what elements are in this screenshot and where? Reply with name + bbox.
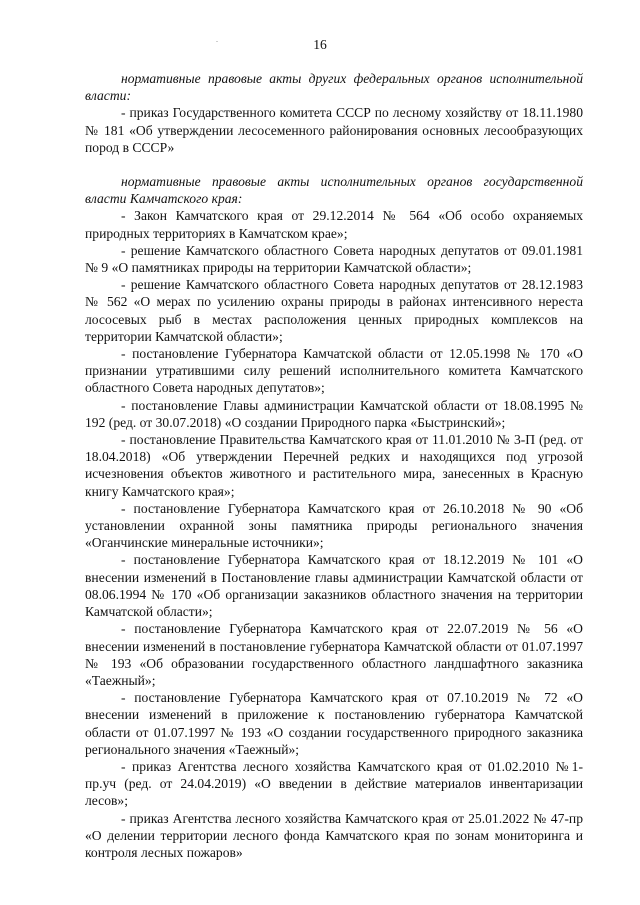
list-item: - решение Камчатского областного Совета народных депутатов от 28.12.1983 № 562 «О мерах по усилению охраны природы в районах интенсивного нереста лососевых рыб в местах расположения ценных природных комплексов на территории Камчатской области»; xyxy=(85,277,583,344)
page-number: 16 xyxy=(313,37,327,52)
list-item: - решение Камчатского областного Совета народных депутатов от 09.01.1981 № 9 «О памятниках природы на территории Камчатской области»; xyxy=(85,242,583,276)
list-item: - постановление Губернатора Камчатского края от 26.10.2018 № 90 «Об установлении охранной зоны памятника природы регионального значения «Оганчинские минеральные источники»; xyxy=(85,500,583,551)
list-item: - приказ Государственного комитета СССР по лесному хозяйству от 18.11.1980 № 181 «Об утверждении лесосеменного районирования основных лесообразующих пород в СССР» xyxy=(85,105,583,155)
list-item: - постановление Губернатора Камчатского края от 22.07.2019 № 56 «О внесении изменений в постановление губернатора Камчатской области от 01.07.1997 № 193 «Об образовании государственного областного ландшафтного заказника «Таежный»; xyxy=(85,621,583,688)
list-item: - постановление Главы администрации Камчатской области от 18.08.1995 № 192 (ред. от 30.07.2018) «О создании Природного парка «Быстринский»; xyxy=(85,397,583,430)
list-item: - постановление Губернатора Камчатской области от 12.05.1998 № 170 «О признании утратившими силу решений исполнительного комитета Камчатского областного Совета народных депутатов»; xyxy=(85,346,583,396)
list-item: - приказ Агентства лесного хозяйства Камчатского края от 01.02.2010 №1-пр.уч (ред. от 24.04.2019) «О введении в действие материалов инвентаризации лесов»; xyxy=(85,758,583,809)
list-item: - приказ Агентства лесного хозяйства Камчатского края от 25.01.2022 № 47-пр «О делении территории лесного фонда Камчатского края по зонам мониторинга и контроля лесных пожаров» xyxy=(85,810,583,860)
list-item: - постановление Губернатора Камчатского края от 18.12.2019 № 101 «О внесении изменений в Постановление главы администрации Камчатской области от 08.06.1994 № 170 «Об организации заказников областного значения на территории Камчатской области»; xyxy=(85,552,583,620)
section-heading-regional: нормативные правовые акты исполнительных органов государственной власти Камчатского края: xyxy=(85,174,583,207)
paragraph-spacer xyxy=(85,156,583,173)
document-body xyxy=(85,70,583,861)
list-item: - Закон Камчатского края от 29.12.2014 № 564 «Об особо охраняемых природных территориях в Камчатском крае»; xyxy=(85,208,583,241)
section-heading-federal: нормативные правовые акты других федеральных органов исполнительной власти: xyxy=(85,71,583,104)
list-item: - постановление Правительства Камчатского края от 11.01.2010 № 3-П (ред. от 18.04.2018) «Об утверждении Перечней редких и находящихся под угрозой исчезновения объектов животного и растительного мира, занесенных в Красную книгу Камчатского края»; xyxy=(85,432,583,499)
list-item: - постановление Губернатора Камчатского края от 07.10.2019 № 72 «О внесении изменений в приложение к постановлению губернатора Камчатской области от 01.07.1997 № 193 «О создании государственного природного заказника регионального значения «Таежный»; xyxy=(85,690,583,757)
